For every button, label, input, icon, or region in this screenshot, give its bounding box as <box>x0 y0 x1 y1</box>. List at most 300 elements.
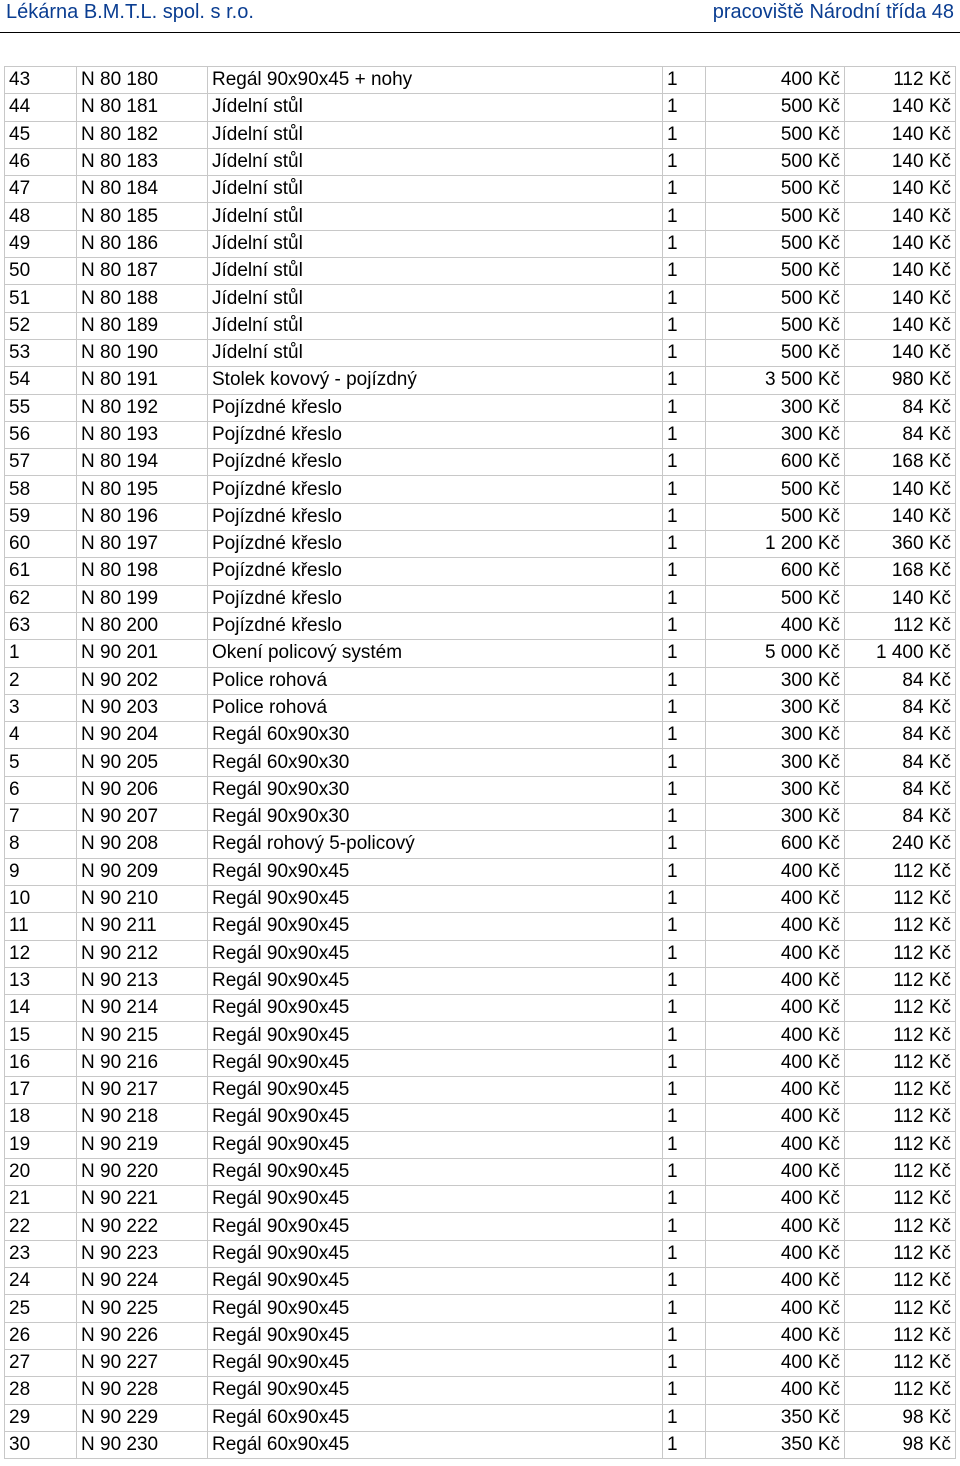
quantity-cell: 1 <box>663 667 706 694</box>
quantity-cell: 1 <box>663 913 706 940</box>
row-number-cell: 9 <box>5 858 77 885</box>
value-cell: 112 Kč <box>845 1322 956 1349</box>
row-number-cell: 22 <box>5 1213 77 1240</box>
item-name-cell: Pojízdné křeslo <box>208 503 663 530</box>
quantity-cell: 1 <box>663 476 706 503</box>
quantity-cell: 1 <box>663 1076 706 1103</box>
row-number-cell: 2 <box>5 667 77 694</box>
inventory-code-cell: N 80 186 <box>77 230 208 257</box>
item-name-cell: Regál 60x90x45 <box>208 1404 663 1431</box>
row-number-cell: 3 <box>5 694 77 721</box>
value-cell: 112 Kč <box>845 1131 956 1158</box>
price-cell: 500 Kč <box>706 121 845 148</box>
inventory-code-cell: N 90 202 <box>77 667 208 694</box>
inventory-code-cell: N 80 196 <box>77 503 208 530</box>
row-number-cell: 58 <box>5 476 77 503</box>
row-number-cell: 63 <box>5 612 77 639</box>
value-cell: 140 Kč <box>845 476 956 503</box>
table-row <box>5 585 956 612</box>
table-row <box>5 722 956 749</box>
value-cell: 140 Kč <box>845 503 956 530</box>
row-number-cell: 14 <box>5 995 77 1022</box>
quantity-cell: 1 <box>663 640 706 667</box>
price-cell: 500 Kč <box>706 285 845 312</box>
quantity-cell: 1 <box>663 230 706 257</box>
inventory-code-cell: N 80 200 <box>77 612 208 639</box>
item-name-cell: Jídelní stůl <box>208 339 663 366</box>
price-cell: 400 Kč <box>706 1377 845 1404</box>
table-row <box>5 1377 956 1404</box>
price-cell: 600 Kč <box>706 831 845 858</box>
table-row <box>5 1404 956 1431</box>
price-cell: 300 Kč <box>706 667 845 694</box>
item-name-cell: Pojízdné křeslo <box>208 394 663 421</box>
inventory-code-cell: N 90 225 <box>77 1295 208 1322</box>
price-cell: 400 Kč <box>706 1076 845 1103</box>
price-cell: 500 Kč <box>706 176 845 203</box>
inventory-code-cell: N 90 221 <box>77 1186 208 1213</box>
row-number-cell: 55 <box>5 394 77 421</box>
row-number-cell: 1 <box>5 640 77 667</box>
row-number-cell: 56 <box>5 421 77 448</box>
quantity-cell: 1 <box>663 67 706 94</box>
inventory-code-cell: N 90 203 <box>77 694 208 721</box>
item-name-cell: Jídelní stůl <box>208 176 663 203</box>
price-cell: 500 Kč <box>706 203 845 230</box>
inventory-code-cell: N 80 188 <box>77 285 208 312</box>
row-number-cell: 46 <box>5 148 77 175</box>
table-row <box>5 531 956 558</box>
inventory-code-cell: N 80 199 <box>77 585 208 612</box>
price-cell: 300 Kč <box>706 421 845 448</box>
row-number-cell: 43 <box>5 67 77 94</box>
value-cell: 112 Kč <box>845 1268 956 1295</box>
value-cell: 140 Kč <box>845 230 956 257</box>
item-name-cell: Regál 90x90x45 <box>208 1377 663 1404</box>
price-cell: 300 Kč <box>706 776 845 803</box>
table-row <box>5 1186 956 1213</box>
row-number-cell: 60 <box>5 531 77 558</box>
quantity-cell: 1 <box>663 531 706 558</box>
row-number-cell: 4 <box>5 722 77 749</box>
price-cell: 400 Kč <box>706 1322 845 1349</box>
inventory-table <box>4 66 956 1459</box>
inventory-code-cell: N 90 220 <box>77 1158 208 1185</box>
row-number-cell: 59 <box>5 503 77 530</box>
quantity-cell: 1 <box>663 312 706 339</box>
inventory-code-cell: N 80 180 <box>77 67 208 94</box>
item-name-cell: Regál 90x90x45 <box>208 1240 663 1267</box>
item-name-cell: Regál 60x90x30 <box>208 749 663 776</box>
price-cell: 400 Kč <box>706 1186 845 1213</box>
table-row <box>5 1349 956 1376</box>
inventory-code-cell: N 80 198 <box>77 558 208 585</box>
table-row <box>5 449 956 476</box>
quantity-cell: 1 <box>663 503 706 530</box>
inventory-code-cell: N 90 215 <box>77 1022 208 1049</box>
item-name-cell: Regál 90x90x45 + nohy <box>208 67 663 94</box>
table-row <box>5 1240 956 1267</box>
price-cell: 500 Kč <box>706 312 845 339</box>
item-name-cell: Regál 90x90x45 <box>208 995 663 1022</box>
inventory-code-cell: N 90 228 <box>77 1377 208 1404</box>
quantity-cell: 1 <box>663 858 706 885</box>
row-number-cell: 6 <box>5 776 77 803</box>
item-name-cell: Jídelní stůl <box>208 258 663 285</box>
table-row <box>5 285 956 312</box>
quantity-cell: 1 <box>663 1322 706 1349</box>
value-cell: 112 Kč <box>845 1349 956 1376</box>
inventory-code-cell: N 90 226 <box>77 1322 208 1349</box>
value-cell: 140 Kč <box>845 203 956 230</box>
item-name-cell: Jídelní stůl <box>208 148 663 175</box>
value-cell: 168 Kč <box>845 558 956 585</box>
row-number-cell: 19 <box>5 1131 77 1158</box>
value-cell: 112 Kč <box>845 1295 956 1322</box>
row-number-cell: 45 <box>5 121 77 148</box>
table-row <box>5 940 956 967</box>
quantity-cell: 1 <box>663 940 706 967</box>
table-row <box>5 1131 956 1158</box>
price-cell: 3 500 Kč <box>706 367 845 394</box>
table-row <box>5 612 956 639</box>
row-number-cell: 49 <box>5 230 77 257</box>
value-cell: 112 Kč <box>845 67 956 94</box>
inventory-code-cell: N 90 211 <box>77 913 208 940</box>
item-name-cell: Regál 90x90x45 <box>208 1295 663 1322</box>
row-number-cell: 61 <box>5 558 77 585</box>
inventory-code-cell: N 90 207 <box>77 804 208 831</box>
table-row <box>5 121 956 148</box>
item-name-cell: Police rohová <box>208 667 663 694</box>
item-name-cell: Regál 60x90x30 <box>208 722 663 749</box>
table-row <box>5 394 956 421</box>
row-number-cell: 16 <box>5 1049 77 1076</box>
quantity-cell: 1 <box>663 831 706 858</box>
table-row <box>5 1295 956 1322</box>
value-cell: 84 Kč <box>845 804 956 831</box>
item-name-cell: Pojízdné křeslo <box>208 421 663 448</box>
value-cell: 140 Kč <box>845 312 956 339</box>
item-name-cell: Pojízdné křeslo <box>208 558 663 585</box>
value-cell: 84 Kč <box>845 694 956 721</box>
value-cell: 84 Kč <box>845 722 956 749</box>
inventory-code-cell: N 80 181 <box>77 94 208 121</box>
price-cell: 400 Kč <box>706 1022 845 1049</box>
row-number-cell: 20 <box>5 1158 77 1185</box>
header-divider <box>0 32 960 33</box>
item-name-cell: Regál 90x90x45 <box>208 1213 663 1240</box>
item-name-cell: Regál 90x90x45 <box>208 1158 663 1185</box>
row-number-cell: 47 <box>5 176 77 203</box>
value-cell: 84 Kč <box>845 421 956 448</box>
item-name-cell: Regál rohový 5-policový <box>208 831 663 858</box>
value-cell: 140 Kč <box>845 258 956 285</box>
table-row <box>5 258 956 285</box>
table-row <box>5 640 956 667</box>
inventory-code-cell: N 90 213 <box>77 967 208 994</box>
inventory-code-cell: N 80 183 <box>77 148 208 175</box>
item-name-cell: Pojízdné křeslo <box>208 476 663 503</box>
table-row <box>5 831 956 858</box>
price-cell: 400 Kč <box>706 1295 845 1322</box>
quantity-cell: 1 <box>663 1104 706 1131</box>
item-name-cell: Pojízdné křeslo <box>208 585 663 612</box>
item-name-cell: Regál 90x90x30 <box>208 804 663 831</box>
inventory-code-cell: N 90 227 <box>77 1349 208 1376</box>
inventory-code-cell: N 90 223 <box>77 1240 208 1267</box>
price-cell: 5 000 Kč <box>706 640 845 667</box>
table-row <box>5 967 956 994</box>
value-cell: 140 Kč <box>845 121 956 148</box>
item-name-cell: Jídelní stůl <box>208 121 663 148</box>
table-row <box>5 1104 956 1131</box>
item-name-cell: Regál 60x90x45 <box>208 1431 663 1458</box>
item-name-cell: Jídelní stůl <box>208 230 663 257</box>
table-row <box>5 694 956 721</box>
table-row <box>5 503 956 530</box>
quantity-cell: 1 <box>663 1049 706 1076</box>
inventory-code-cell: N 80 194 <box>77 449 208 476</box>
value-cell: 112 Kč <box>845 1377 956 1404</box>
price-cell: 400 Kč <box>706 940 845 967</box>
table-row <box>5 476 956 503</box>
table-row <box>5 94 956 121</box>
value-cell: 112 Kč <box>845 1049 956 1076</box>
price-cell: 300 Kč <box>706 749 845 776</box>
price-cell: 500 Kč <box>706 230 845 257</box>
row-number-cell: 23 <box>5 1240 77 1267</box>
value-cell: 980 Kč <box>845 367 956 394</box>
quantity-cell: 1 <box>663 722 706 749</box>
row-number-cell: 54 <box>5 367 77 394</box>
inventory-code-cell: N 90 205 <box>77 749 208 776</box>
price-cell: 1 200 Kč <box>706 531 845 558</box>
quantity-cell: 1 <box>663 148 706 175</box>
value-cell: 140 Kč <box>845 148 956 175</box>
price-cell: 400 Kč <box>706 1104 845 1131</box>
price-cell: 400 Kč <box>706 858 845 885</box>
table-row <box>5 1431 956 1458</box>
price-cell: 350 Kč <box>706 1404 845 1431</box>
item-name-cell: Stolek kovový - pojízdný <box>208 367 663 394</box>
price-cell: 500 Kč <box>706 476 845 503</box>
value-cell: 112 Kč <box>845 612 956 639</box>
item-name-cell: Regál 90x90x45 <box>208 940 663 967</box>
table-row <box>5 995 956 1022</box>
inventory-code-cell: N 90 204 <box>77 722 208 749</box>
table-row <box>5 203 956 230</box>
value-cell: 140 Kč <box>845 176 956 203</box>
inventory-table-body <box>5 67 956 1459</box>
quantity-cell: 1 <box>663 1431 706 1458</box>
quantity-cell: 1 <box>663 1022 706 1049</box>
row-number-cell: 30 <box>5 1431 77 1458</box>
row-number-cell: 28 <box>5 1377 77 1404</box>
quantity-cell: 1 <box>663 176 706 203</box>
inventory-code-cell: N 80 189 <box>77 312 208 339</box>
row-number-cell: 12 <box>5 940 77 967</box>
item-name-cell: Regál 90x90x45 <box>208 1186 663 1213</box>
row-number-cell: 27 <box>5 1349 77 1376</box>
quantity-cell: 1 <box>663 1186 706 1213</box>
inventory-code-cell: N 80 197 <box>77 531 208 558</box>
price-cell: 400 Kč <box>706 1240 845 1267</box>
inventory-code-cell: N 90 229 <box>77 1404 208 1431</box>
quantity-cell: 1 <box>663 1404 706 1431</box>
inventory-code-cell: N 90 214 <box>77 995 208 1022</box>
table-row <box>5 885 956 912</box>
price-cell: 300 Kč <box>706 722 845 749</box>
quantity-cell: 1 <box>663 121 706 148</box>
inventory-code-cell: N 80 195 <box>77 476 208 503</box>
table-row <box>5 776 956 803</box>
price-cell: 400 Kč <box>706 1049 845 1076</box>
row-number-cell: 51 <box>5 285 77 312</box>
table-row <box>5 667 956 694</box>
value-cell: 360 Kč <box>845 531 956 558</box>
price-cell: 400 Kč <box>706 1131 845 1158</box>
quantity-cell: 1 <box>663 558 706 585</box>
price-cell: 400 Kč <box>706 67 845 94</box>
table-row <box>5 1076 956 1103</box>
value-cell: 112 Kč <box>845 967 956 994</box>
value-cell: 84 Kč <box>845 776 956 803</box>
value-cell: 98 Kč <box>845 1404 956 1431</box>
item-name-cell: Regál 90x90x45 <box>208 1349 663 1376</box>
quantity-cell: 1 <box>663 421 706 448</box>
table-row <box>5 367 956 394</box>
value-cell: 112 Kč <box>845 1022 956 1049</box>
price-cell: 400 Kč <box>706 612 845 639</box>
inventory-code-cell: N 90 218 <box>77 1104 208 1131</box>
value-cell: 84 Kč <box>845 749 956 776</box>
quantity-cell: 1 <box>663 612 706 639</box>
value-cell: 112 Kč <box>845 1158 956 1185</box>
inventory-code-cell: N 80 184 <box>77 176 208 203</box>
value-cell: 112 Kč <box>845 995 956 1022</box>
row-number-cell: 26 <box>5 1322 77 1349</box>
quantity-cell: 1 <box>663 1213 706 1240</box>
value-cell: 168 Kč <box>845 449 956 476</box>
row-number-cell: 53 <box>5 339 77 366</box>
inventory-code-cell: N 90 222 <box>77 1213 208 1240</box>
value-cell: 112 Kč <box>845 885 956 912</box>
table-row <box>5 176 956 203</box>
item-name-cell: Jídelní stůl <box>208 285 663 312</box>
table-row <box>5 913 956 940</box>
value-cell: 84 Kč <box>845 394 956 421</box>
row-number-cell: 15 <box>5 1022 77 1049</box>
inventory-code-cell: N 80 182 <box>77 121 208 148</box>
inventory-code-cell: N 80 192 <box>77 394 208 421</box>
value-cell: 1 400 Kč <box>845 640 956 667</box>
row-number-cell: 29 <box>5 1404 77 1431</box>
row-number-cell: 25 <box>5 1295 77 1322</box>
table-row <box>5 1213 956 1240</box>
price-cell: 400 Kč <box>706 913 845 940</box>
item-name-cell: Pojízdné křeslo <box>208 449 663 476</box>
inventory-code-cell: N 90 217 <box>77 1076 208 1103</box>
item-name-cell: Regál 90x90x45 <box>208 1022 663 1049</box>
price-cell: 600 Kč <box>706 449 845 476</box>
inventory-code-cell: N 80 185 <box>77 203 208 230</box>
item-name-cell: Regál 90x90x45 <box>208 967 663 994</box>
inventory-code-cell: N 80 187 <box>77 258 208 285</box>
item-name-cell: Regál 90x90x30 <box>208 776 663 803</box>
table-row <box>5 558 956 585</box>
item-name-cell: Pojízdné křeslo <box>208 612 663 639</box>
quantity-cell: 1 <box>663 285 706 312</box>
quantity-cell: 1 <box>663 1158 706 1185</box>
quantity-cell: 1 <box>663 885 706 912</box>
table-row <box>5 858 956 885</box>
table-row <box>5 1268 956 1295</box>
quantity-cell: 1 <box>663 804 706 831</box>
quantity-cell: 1 <box>663 1131 706 1158</box>
table-row <box>5 804 956 831</box>
price-cell: 400 Kč <box>706 1268 845 1295</box>
quantity-cell: 1 <box>663 367 706 394</box>
inventory-code-cell: N 90 208 <box>77 831 208 858</box>
price-cell: 400 Kč <box>706 967 845 994</box>
location-label: pracoviště Národní třída 48 <box>712 1 954 23</box>
row-number-cell: 10 <box>5 885 77 912</box>
row-number-cell: 11 <box>5 913 77 940</box>
quantity-cell: 1 <box>663 449 706 476</box>
table-row <box>5 230 956 257</box>
row-number-cell: 50 <box>5 258 77 285</box>
row-number-cell: 8 <box>5 831 77 858</box>
quantity-cell: 1 <box>663 94 706 121</box>
table-row <box>5 421 956 448</box>
value-cell: 112 Kč <box>845 913 956 940</box>
price-cell: 500 Kč <box>706 585 845 612</box>
price-cell: 400 Kč <box>706 995 845 1022</box>
quantity-cell: 1 <box>663 394 706 421</box>
item-name-cell: Regál 90x90x45 <box>208 1049 663 1076</box>
row-number-cell: 57 <box>5 449 77 476</box>
price-cell: 400 Kč <box>706 885 845 912</box>
price-cell: 350 Kč <box>706 1431 845 1458</box>
row-number-cell: 5 <box>5 749 77 776</box>
item-name-cell: Pojízdné křeslo <box>208 531 663 558</box>
inventory-code-cell: N 90 206 <box>77 776 208 803</box>
value-cell: 240 Kč <box>845 831 956 858</box>
quantity-cell: 1 <box>663 1268 706 1295</box>
row-number-cell: 52 <box>5 312 77 339</box>
company-name: Lékárna B.M.T.L. spol. s r.o. <box>6 1 254 23</box>
item-name-cell: Police rohová <box>208 694 663 721</box>
item-name-cell: Regál 90x90x45 <box>208 858 663 885</box>
table-row <box>5 312 956 339</box>
item-name-cell: Regál 90x90x45 <box>208 885 663 912</box>
value-cell: 84 Kč <box>845 667 956 694</box>
table-row <box>5 67 956 94</box>
price-cell: 500 Kč <box>706 258 845 285</box>
price-cell: 300 Kč <box>706 694 845 721</box>
row-number-cell: 24 <box>5 1268 77 1295</box>
quantity-cell: 1 <box>663 967 706 994</box>
item-name-cell: Regál 90x90x45 <box>208 913 663 940</box>
value-cell: 112 Kč <box>845 858 956 885</box>
quantity-cell: 1 <box>663 749 706 776</box>
item-name-cell: Regál 90x90x45 <box>208 1131 663 1158</box>
value-cell: 98 Kč <box>845 1431 956 1458</box>
value-cell: 140 Kč <box>845 585 956 612</box>
inventory-code-cell: N 80 193 <box>77 421 208 448</box>
table-row <box>5 1158 956 1185</box>
